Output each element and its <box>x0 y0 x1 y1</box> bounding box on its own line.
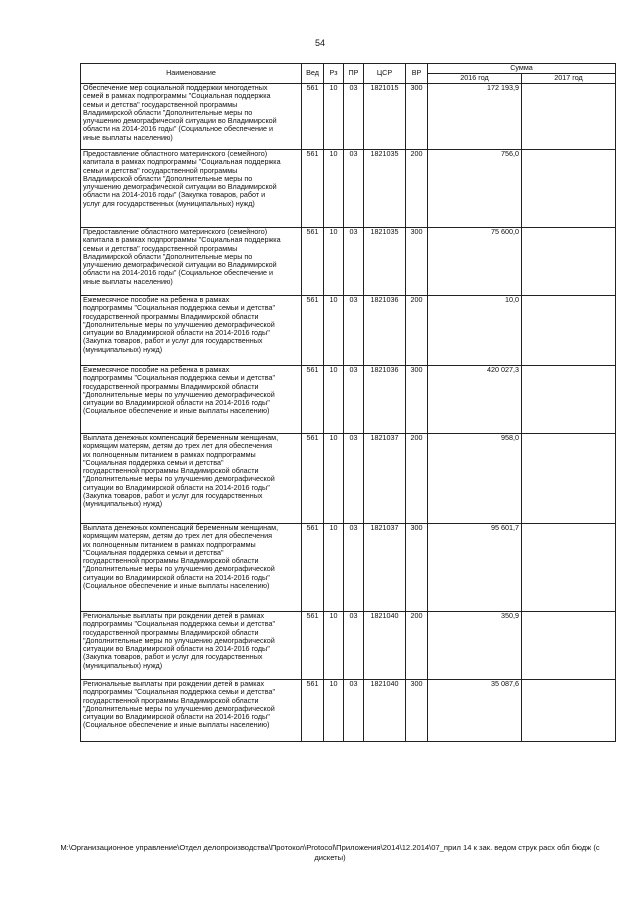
row-rz: 10 <box>324 150 344 228</box>
row-rz: 10 <box>324 296 344 366</box>
row-amount-2017 <box>522 84 616 150</box>
row-rz: 10 <box>324 434 344 524</box>
table-row <box>81 228 616 296</box>
header-name: Наименование <box>81 64 302 84</box>
row-amount-2017 <box>522 366 616 434</box>
table-row <box>81 366 616 434</box>
row-amount-2016: 350,9 <box>428 612 522 680</box>
row-vr: 300 <box>406 680 428 742</box>
row-ved: 561 <box>302 84 324 150</box>
row-name: Ежемесячное пособие на ребенка в рамках подпрограммы "Социальная поддержка семьи и детства" государственной программы Владимирской области "Дополнительные меры по улучшению демографической ситуации во Владимирской области на 2014-2016 годы" (Социальное обеспечение и иные выплаты населению) <box>81 366 302 434</box>
row-csr: 1821015 <box>364 84 406 150</box>
row-name: Обеспечение мер социальной поддержки многодетных семей в рамках подпрограммы "Социальная поддержка семьи и детства" государственной программы Владимирской области "Дополнительные меры по улучшению демографической ситуации во Владимирской области на 2014-2016 годы" (Социальное обеспечение и иные выплаты населению) <box>81 84 302 150</box>
row-amount-2017 <box>522 524 616 612</box>
row-rz: 10 <box>324 228 344 296</box>
row-pr: 03 <box>344 366 364 434</box>
row-amount-2016: 420 027,3 <box>428 366 522 434</box>
row-vr: 200 <box>406 296 428 366</box>
row-vr: 300 <box>406 366 428 434</box>
row-pr: 03 <box>344 524 364 612</box>
header-pr: ПР <box>344 64 364 84</box>
row-rz: 10 <box>324 524 344 612</box>
header-ved: Вед <box>302 64 324 84</box>
row-amount-2016: 756,0 <box>428 150 522 228</box>
row-vr: 300 <box>406 228 428 296</box>
row-rz: 10 <box>324 366 344 434</box>
row-name: Предоставление областного материнского (семейного) капитала в рамках подпрограммы "Социальная поддержка семьи и детства" государственной программы Владимирской области "Дополнительные меры по улучшению демографической ситуации во Владимирской области на 2014-2016 годы" (Закупка товаров, работ и услуг для государственных (муниципальных) нужд) <box>81 150 302 228</box>
row-ved: 561 <box>302 612 324 680</box>
header-year-2017: 2017 год <box>522 74 616 84</box>
row-ved: 561 <box>302 296 324 366</box>
header-vr: ВР <box>406 64 428 84</box>
header-rz: Рз <box>324 64 344 84</box>
row-csr: 1821035 <box>364 228 406 296</box>
row-name: Ежемесячное пособие на ребенка в рамках подпрограммы "Социальная поддержка семьи и детства" государственной программы Владимирской области "Дополнительные меры по улучшению демографической ситуации во Владимирской области на 2014-2016 годы" (Закупка товаров, работ и услуг для государственных (муниципальных) нужд) <box>81 296 302 366</box>
header-sum: Сумма <box>428 64 616 74</box>
row-pr: 03 <box>344 228 364 296</box>
row-csr: 1821036 <box>364 366 406 434</box>
row-csr: 1821037 <box>364 524 406 612</box>
row-amount-2017 <box>522 228 616 296</box>
row-vr: 200 <box>406 612 428 680</box>
row-name: Выплата денежных компенсаций беременным женщинам, кормящим матерям, детям до трех лет для обеспечения их полноценным питанием в рамках подпрограммы "Социальная поддержка семьи и детства" государственной программы Владимирской области "Дополнительные меры по улучшению демографической ситуации во Владимирской области на 2014-2016 годы" (Социальное обеспечение и иные выплаты населению) <box>81 524 302 612</box>
row-amount-2017 <box>522 612 616 680</box>
row-vr: 200 <box>406 434 428 524</box>
table-row <box>81 434 616 524</box>
row-ved: 561 <box>302 366 324 434</box>
row-amount-2017 <box>522 434 616 524</box>
row-amount-2016: 172 193,9 <box>428 84 522 150</box>
table-row <box>81 84 616 150</box>
row-pr: 03 <box>344 296 364 366</box>
header-year-2016: 2016 год <box>428 74 522 84</box>
row-ved: 561 <box>302 434 324 524</box>
table-row <box>81 524 616 612</box>
row-name: Выплата денежных компенсаций беременным женщинам, кормящим матерям, детям до трех лет для обеспечения их полноценным питанием в рамках подпрограммы "Социальная поддержка семьи и детства" государственной программы Владимирской области "Дополнительные меры по улучшению демографической ситуации во Владимирской области на 2014-2016 годы" (Закупка товаров, работ и услуг для государственных (муниципальных) нужд) <box>81 434 302 524</box>
row-csr: 1821036 <box>364 296 406 366</box>
row-pr: 03 <box>344 150 364 228</box>
header-csr: ЦСР <box>364 64 406 84</box>
row-csr: 1821037 <box>364 434 406 524</box>
table-row <box>81 612 616 680</box>
row-ved: 561 <box>302 150 324 228</box>
row-vr: 300 <box>406 524 428 612</box>
budget-table <box>80 63 616 742</box>
row-amount-2017 <box>522 150 616 228</box>
row-csr: 1821040 <box>364 612 406 680</box>
row-csr: 1821035 <box>364 150 406 228</box>
row-pr: 03 <box>344 612 364 680</box>
row-amount-2016: 35 087,6 <box>428 680 522 742</box>
row-ved: 561 <box>302 680 324 742</box>
table-row <box>81 680 616 742</box>
row-csr: 1821040 <box>364 680 406 742</box>
row-rz: 10 <box>324 84 344 150</box>
table-row <box>81 150 616 228</box>
row-pr: 03 <box>344 680 364 742</box>
row-amount-2016: 95 601,7 <box>428 524 522 612</box>
row-amount-2017 <box>522 680 616 742</box>
row-pr: 03 <box>344 84 364 150</box>
row-name: Региональные выплаты при рождении детей в рамках подпрограммы "Социальная поддержка семьи и детства" государственной программы Владимирской области "Дополнительные меры по улучшению демографической ситуации во Владимирской области на 2014-2016 годы" (Закупка товаров, работ и услуг для государственных (муниципальных) нужд) <box>81 612 302 680</box>
row-amount-2016: 75 600,0 <box>428 228 522 296</box>
row-name: Предоставление областного материнского (семейного) капитала в рамках подпрограммы "Социальная поддержка семьи и детства" государственной программы Владимирской области "Дополнительные меры по улучшению демографической ситуации во Владимирской области на 2014-2016 годы" (Социальное обеспечение и иные выплаты населению) <box>81 228 302 296</box>
row-pr: 03 <box>344 434 364 524</box>
row-ved: 561 <box>302 524 324 612</box>
table-row <box>81 296 616 366</box>
row-ved: 561 <box>302 228 324 296</box>
row-vr: 200 <box>406 150 428 228</box>
row-name: Региональные выплаты при рождении детей в рамках подпрограммы "Социальная поддержка семьи и детства" государственной программы Владимирской области "Дополнительные меры по улучшению демографической ситуации во Владимирской области на 2014-2016 годы" (Социальное обеспечение и иные выплаты населению) <box>81 680 302 742</box>
footer-file-path: М:\Организационное управление\Отдел делопроизводства\Протокол\Protocol\Приложения\2014\12.2014\07_прил 14 к зак. ведом струк расх обл бюдж (с дискеты) <box>60 843 600 862</box>
page-number: 54 <box>314 38 325 48</box>
row-vr: 300 <box>406 84 428 150</box>
row-amount-2016: 10,0 <box>428 296 522 366</box>
row-amount-2017 <box>522 296 616 366</box>
row-rz: 10 <box>324 680 344 742</box>
row-amount-2016: 958,0 <box>428 434 522 524</box>
row-rz: 10 <box>324 612 344 680</box>
